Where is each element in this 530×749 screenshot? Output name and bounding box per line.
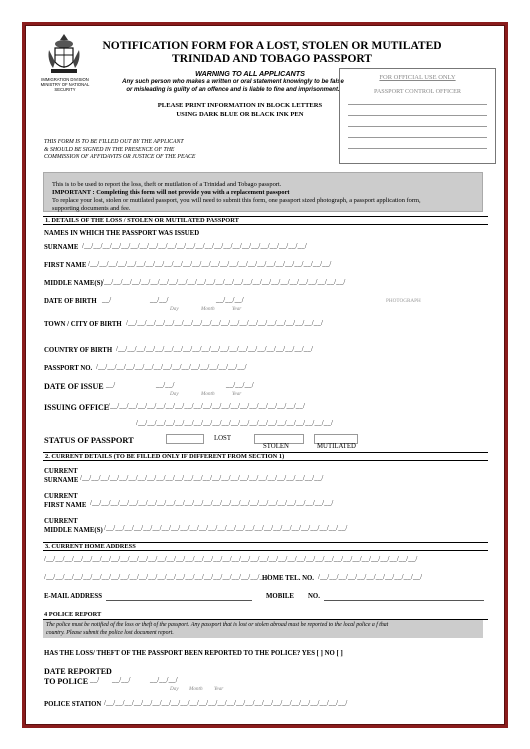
report-day-hint: Day bbox=[170, 686, 179, 692]
current-label: CURRENT bbox=[44, 518, 78, 525]
official-line bbox=[348, 104, 487, 105]
town-field[interactable]: /__/__/__/__/__/__/__/__/__/__/__/__/__/__/__/__/__/__/__/__/__/ bbox=[126, 320, 324, 327]
agency-line-1: IMMIGRATION DIVISION bbox=[41, 77, 89, 82]
date-reported-line-1: DATE REPORTED bbox=[44, 667, 112, 676]
issuing-office-field-2[interactable]: /__/__/__/__/__/__/__/__/__/__/__/__/__/__/__/__/__/__/__/__/__/ bbox=[136, 420, 334, 427]
current-middle-names-field[interactable]: /__/__/__/__/__/__/__/__/__/__/__/__/__/__/__/__/__/__/__/__/__/__/__/__/__/__/ bbox=[104, 525, 348, 532]
report-year-hint: Year bbox=[214, 686, 224, 692]
official-line bbox=[348, 137, 487, 138]
section-1-heading: 1. DETAILS OF THE LOSS / STOLEN OR MUTILATED PASSPORT bbox=[43, 216, 488, 225]
mobile-field[interactable] bbox=[324, 600, 484, 601]
applicant-note-line-3: COMMISSION OF AFFIDAVITS OR JUSTICE OF THE PEACE bbox=[44, 154, 196, 160]
applicant-note bbox=[44, 139, 234, 162]
print-line-1: PLEASE PRINT INFORMATION IN BLOCK LETTERS bbox=[157, 102, 323, 109]
names-heading: NAMES IN WHICH THE PASSPORT WAS ISSUED bbox=[44, 230, 200, 237]
report-month-hint: Month bbox=[189, 686, 203, 692]
issue-year-field[interactable]: __/__/__/ bbox=[226, 382, 254, 389]
first-name-field[interactable]: /__/__/__/__/__/__/__/__/__/__/__/__/__/__/__/__/__/__/__/__/__/__/__/__/__/__/ bbox=[88, 261, 332, 268]
section-3-heading: 3. CURRENT HOME ADDRESS bbox=[43, 542, 488, 551]
section-4-heading: 4 POLICE REPORT bbox=[44, 611, 102, 618]
official-use-box bbox=[339, 68, 496, 164]
passport-control-officer-label: PASSPORT CONTROL OFFICER bbox=[373, 88, 462, 95]
current-first-name-label bbox=[44, 492, 86, 510]
mutilated-label: MUTILATED bbox=[317, 443, 356, 450]
email-field[interactable] bbox=[106, 600, 252, 601]
police-note-line-2: country. Please submit the police lost document report. bbox=[46, 629, 174, 636]
photograph-label: PHOTOGRAPH bbox=[386, 298, 421, 304]
info-important: IMPORTANT : Completing this form will not provide you with a replacement passport bbox=[52, 189, 290, 196]
dob-year-field[interactable]: __/__/__/ bbox=[216, 297, 244, 304]
police-station-field[interactable]: /__/__/__/__/__/__/__/__/__/__/__/__/__/__/__/__/__/__/__/__/__/__/__/__/__/__/ bbox=[104, 700, 348, 707]
title-line-2: TRINIDAD AND TOBAGO PASSPORT bbox=[172, 53, 372, 65]
issue-month-hint: Month bbox=[201, 391, 215, 397]
mobile-no-label: NO. bbox=[308, 593, 320, 600]
current-first-name-field[interactable]: /__/__/__/__/__/__/__/__/__/__/__/__/__/__/__/__/__/__/__/__/__/__/__/__/__/__/ bbox=[90, 500, 334, 507]
passport-no-label: PASSPORT NO. bbox=[44, 365, 93, 372]
coat-of-arms-icon bbox=[46, 32, 82, 78]
stolen-label: STOLEN bbox=[263, 443, 289, 450]
police-note-line-1: The police must be notified of the loss or theft of the passport. Any passport that is lost or stolen abroad must be reported to the local police a f that bbox=[46, 622, 389, 628]
police-note bbox=[43, 620, 483, 638]
dob-year-hint: Year bbox=[232, 306, 242, 312]
warning-line-2: or misleading is guilty of an offence and is liable to fine and imprisonment. bbox=[126, 87, 340, 93]
info-line-4: supporting documents and fee. bbox=[52, 205, 131, 212]
info-box bbox=[43, 172, 483, 212]
issuing-office-label: ISSUING OFFICE bbox=[44, 403, 110, 412]
address-line-2[interactable]: /__/__/__/__/__/__/__/__/__/__/__/__/__/__/__/__/__/__/__/__/__/__/__/__/ bbox=[44, 574, 269, 581]
report-day-field[interactable]: __/ bbox=[90, 677, 100, 684]
official-line bbox=[348, 148, 487, 149]
current-label: CURRENT bbox=[44, 468, 78, 475]
issue-day-hint: Day bbox=[170, 391, 179, 397]
info-line-3: To replace your lost, stolen or mutilated passport, you will need to submit this form, one passport sized photograph, a passport application form, bbox=[52, 197, 421, 204]
form-title bbox=[92, 40, 452, 66]
police-station-label: POLICE STATION bbox=[44, 701, 102, 708]
passport-no-field[interactable]: /__/__/__/__/__/__/__/__/__/__/__/__/__/__/__/__/ bbox=[96, 364, 247, 371]
report-month-field[interactable]: __/__/ bbox=[112, 677, 131, 684]
lost-checkbox[interactable] bbox=[166, 434, 204, 444]
date-issue-label: DATE OF ISSUE bbox=[44, 382, 104, 391]
print-line-2: USING DARK BLUE OR BLACK INK PEN bbox=[176, 111, 304, 118]
mutilated-checkbox[interactable] bbox=[314, 434, 358, 450]
current-middle-names-label bbox=[44, 517, 103, 535]
surname-field[interactable]: /__/__/__/__/__/__/__/__/__/__/__/__/__/__/__/__/__/__/__/__/__/__/__/__/ bbox=[82, 243, 307, 250]
date-reported-line-2: TO POLICE bbox=[44, 677, 89, 686]
middle-names-label: MIDDLE NAME(S) bbox=[44, 527, 103, 534]
first-name-label: FIRST NAME bbox=[44, 262, 87, 269]
current-surname-field[interactable]: /__/__/__/__/__/__/__/__/__/__/__/__/__/__/__/__/__/__/__/__/__/__/__/__/__/__/ bbox=[80, 475, 324, 482]
warning-text bbox=[108, 78, 358, 94]
dob-day-field[interactable]: __/ bbox=[102, 297, 112, 304]
official-line bbox=[348, 115, 487, 116]
official-line bbox=[348, 126, 487, 127]
dob-month-hint: Month bbox=[201, 306, 215, 312]
home-tel-field[interactable]: /__/__/__/__/__/__/__/__/__/__/__/ bbox=[318, 574, 423, 581]
current-label: CURRENT bbox=[44, 493, 78, 500]
police-question[interactable]: HAS THE LOSS/ THEFT OF THE PASSPORT BEEN REPORTED TO THE POLICE? YES [ ] NO [ ] bbox=[44, 650, 343, 657]
warning-heading: WARNING TO ALL APPLICANTS bbox=[195, 69, 305, 78]
section-2-heading: 2. CURRENT DETAILS (TO BE FILLED ONLY IF DIFFERENT FROM SECTION 1) bbox=[43, 452, 488, 461]
official-use-heading: FOR OFFICIAL USE ONLY bbox=[379, 74, 456, 81]
issue-year-hint: Year bbox=[232, 391, 242, 397]
middle-names-label: MIDDLE NAME(S) bbox=[44, 280, 103, 287]
agency-name bbox=[30, 77, 100, 92]
first-name-label: FIRST NAME bbox=[44, 502, 87, 509]
lost-label: LOST bbox=[214, 435, 231, 442]
address-line-1[interactable]: /__/__/__/__/__/__/__/__/__/__/__/__/__/__/__/__/__/__/__/__/__/__/__/__/__/__/__/__/__/__/__/__/__/__/__/__/__/__/__/__/ bbox=[44, 556, 418, 563]
issue-day-field[interactable]: __/ bbox=[106, 382, 116, 389]
mobile-label: MOBILE bbox=[266, 593, 294, 600]
middle-names-field[interactable]: /__/__/__/__/__/__/__/__/__/__/__/__/__/__/__/__/__/__/__/__/__/__/__/__/__/__/ bbox=[102, 279, 346, 286]
current-surname-label bbox=[44, 467, 78, 485]
country-field[interactable]: /__/__/__/__/__/__/__/__/__/__/__/__/__/__/__/__/__/__/__/__/__/ bbox=[116, 346, 314, 353]
info-line-1: This is to be used to report the loss, theft or mutilation of a Trinidad and Tobago passport. bbox=[52, 181, 282, 188]
surname-label: SURNAME bbox=[44, 244, 79, 251]
country-label: COUNTRY OF BIRTH bbox=[44, 347, 113, 354]
title-line-1: NOTIFICATION FORM FOR A LOST, STOLEN OR MUTILATED bbox=[102, 40, 442, 52]
issue-month-field[interactable]: __/__/ bbox=[156, 382, 175, 389]
dob-label: DATE OF BIRTH bbox=[44, 298, 97, 305]
email-label: E-MAIL ADDRESS bbox=[44, 593, 102, 600]
print-instructions bbox=[140, 101, 340, 119]
report-year-field[interactable]: __/__/__/ bbox=[150, 677, 178, 684]
surname-label: SURNAME bbox=[44, 477, 79, 484]
applicant-note-line-1: THIS FORM IS TO BE FILLED OUT BY THE APPLICANT bbox=[44, 139, 184, 145]
warning-line-1: Any such person who makes a written or oral statement knowingly to be false bbox=[122, 79, 344, 85]
home-tel-label: HOME TEL. NO. bbox=[262, 575, 314, 582]
status-label: STATUS OF PASSPORT bbox=[44, 436, 134, 445]
town-label: TOWN / CITY OF BIRTH bbox=[44, 321, 122, 328]
issuing-office-field[interactable]: /__/__/__/__/__/__/__/__/__/__/__/__/__/__/__/__/__/__/__/__/__/ bbox=[108, 403, 306, 410]
stolen-checkbox[interactable] bbox=[254, 434, 304, 450]
dob-month-field[interactable]: __/__/ bbox=[150, 297, 169, 304]
date-reported-label bbox=[44, 667, 112, 687]
dob-day-hint: Day bbox=[170, 306, 179, 312]
applicant-note-line-2: & SHOULD BE SIGNED IN THE PRESENCE OF THE bbox=[44, 146, 175, 153]
agency-line-2: MINISTRY OF NATIONAL SECURITY bbox=[40, 82, 90, 92]
